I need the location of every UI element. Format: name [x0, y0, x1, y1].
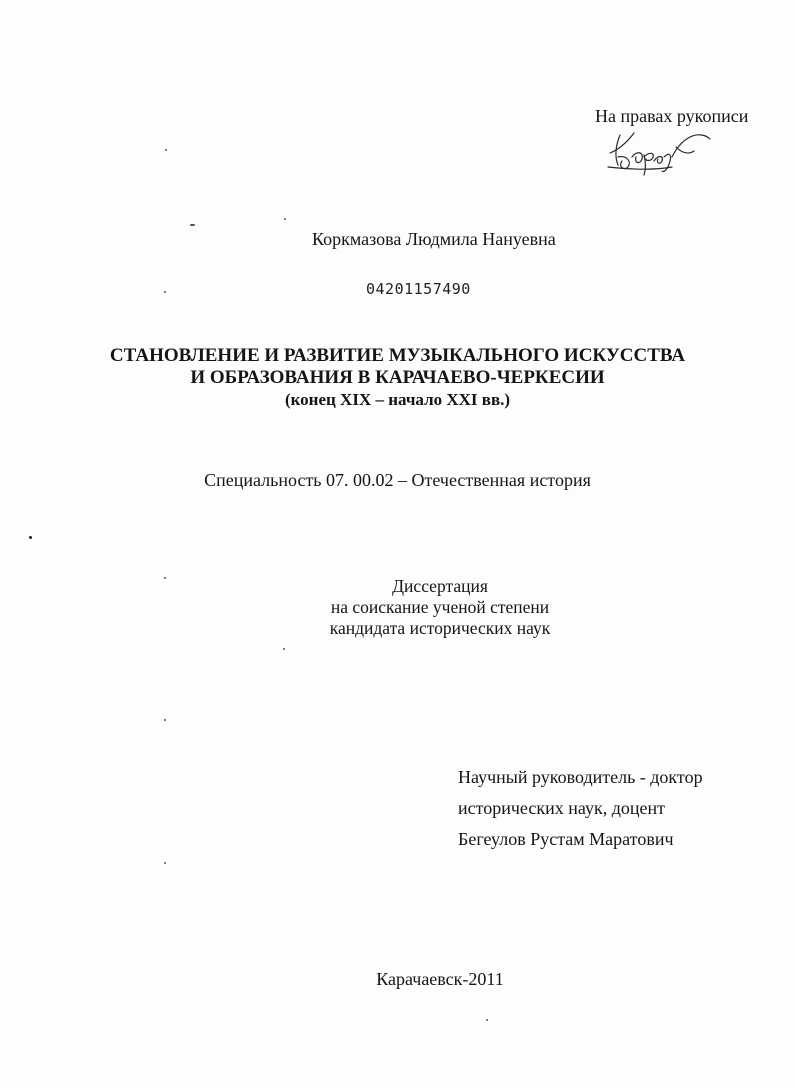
rights-label: На правах рукописи [595, 106, 749, 126]
author-name: Коркмазова Людмила Нануевна [312, 229, 556, 249]
degree-line-3: кандидата исторических наук [329, 618, 551, 638]
degree-statement [0, 576, 795, 639]
degree-line-2: на соискание ученой степени [330, 597, 550, 617]
scan-speck [190, 224, 195, 226]
scan-speck [164, 577, 166, 579]
handwritten-signature [606, 127, 716, 177]
supervisor-line-3: Бегеулов Рустам Маратович [458, 829, 674, 849]
scan-speck [283, 648, 285, 650]
supervisor-line-2: исторических наук, доцент [458, 798, 665, 818]
title-line-1: СТАНОВЛЕНИЕ И РАЗВИТИЕ МУЗЫКАЛЬНОГО ИСКУССТВА [109, 345, 686, 366]
scan-speck [164, 719, 166, 721]
scan-speck [29, 536, 32, 539]
degree-line-1: Диссертация [392, 576, 488, 596]
place-year: Карачаевск-2011 [376, 969, 504, 989]
scan-speck [486, 1019, 488, 1021]
specialty: Специальность 07. 00.02 – Отечественная история [204, 470, 591, 490]
title-line-2: И ОБРАЗОВАНИЯ В КАРАЧАЕВО-ЧЕРКЕСИИ [190, 367, 605, 388]
title-period: (конец XIX – начало XXI вв.) [284, 390, 511, 409]
scan-speck [284, 218, 286, 220]
scan-speck [164, 862, 166, 864]
supervisor-line-1: Научный руководитель - доктор [458, 767, 703, 787]
supervisor-block [458, 762, 703, 855]
registration-number: 04201157490 [366, 280, 471, 298]
scan-speck [165, 149, 167, 151]
dissertation-title [0, 345, 795, 411]
scan-speck [164, 291, 166, 293]
